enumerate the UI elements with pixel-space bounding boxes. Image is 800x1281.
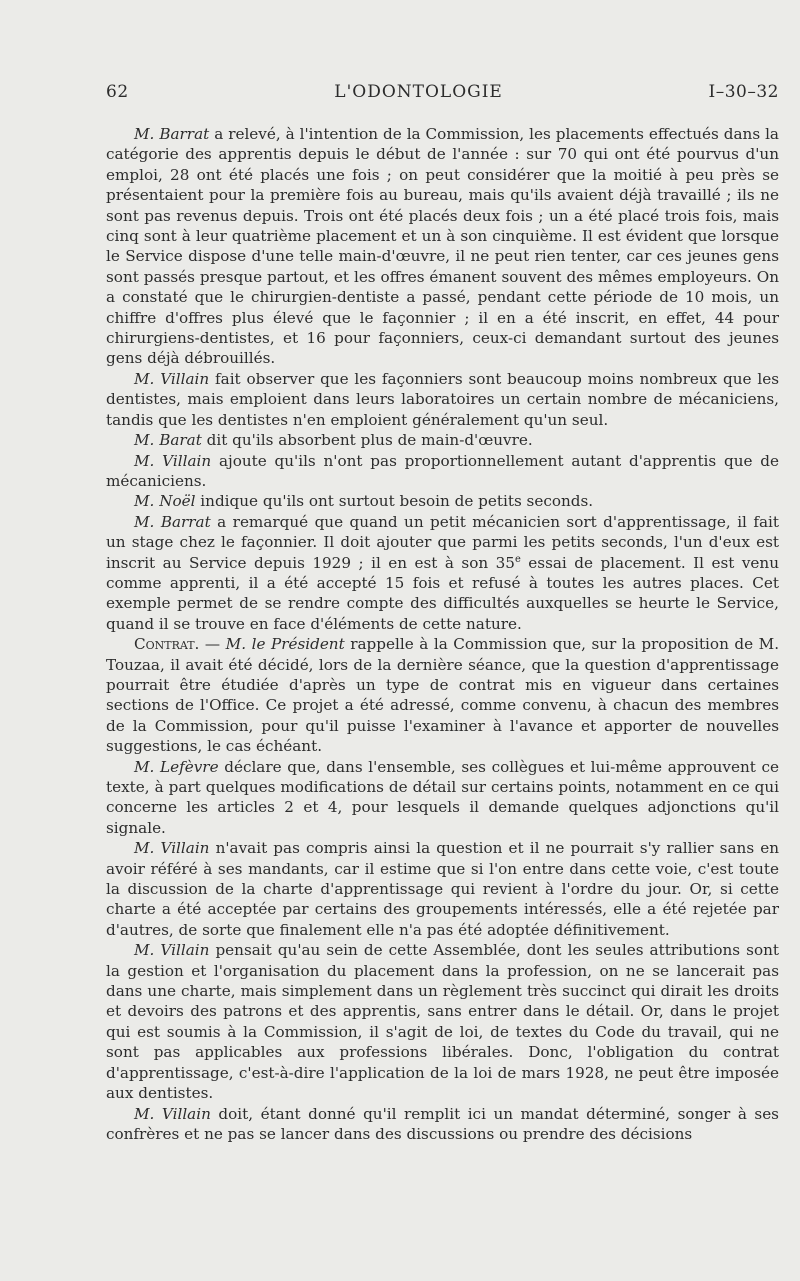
paragraph-text-continued: essai de placement. Il est venu comme apprenti, il a été accepté 15 fois et refusé à toutes les autres places. Cet exemple permet de se rendre compte des difficultés auxquelles se heurte le Service, quand il se trouve en face d'éléments de cette nature. xyxy=(106,553,779,633)
paragraph-text: n'avait pas compris ainsi la question et il ne pourrait s'y rallier sans en avoir référé à ses mandants, car il estime que si l'on entre dans cette voie, c'est toute la discussion de la charte d'apprentissage qui revient à l'ordre du jour. Or, si cette charte a été acceptée par certains des groupements intéressés, elle a été rejetée par d'autres, de sorte que finalement elle n'a pas été adoptée définitivement. xyxy=(106,839,779,939)
paragraph xyxy=(106,369,779,430)
paragraph xyxy=(106,1104,779,1145)
paragraph-text: indique qu'ils ont surtout besoin de petits seconds. xyxy=(195,492,594,511)
speaker-name: M. Lefèvre xyxy=(134,757,219,776)
paragraph xyxy=(106,430,779,450)
paragraph-text: doit, étant donné qu'il remplit ici un mandat déterminé, songer à ses confrères et ne pas se lancer dans des discussions ou prendre des décisions xyxy=(106,1104,779,1143)
issue-number: I–30–32 xyxy=(708,82,779,102)
paragraph-text: fait observer que les façonniers sont beaucoup moins nombreux que les dentistes, mais emploient dans leurs laboratoires un certain nombre de mécaniciens, tandis que les dentistes n'en emploient généralement qu'un seul. xyxy=(106,369,779,429)
paragraph xyxy=(106,634,779,756)
paragraph-text: a remarqué que quand un petit mécanicien sort d'apprentissage, il fait un stage chez le façonnier. Il doit ajouter que parmi les petits seconds, l'un d'eux est inscrit au Service depuis 1929 ; il en est à son 35 xyxy=(106,512,779,572)
paragraph xyxy=(106,838,779,940)
ordinal-superscript: e xyxy=(514,553,521,565)
paragraph xyxy=(106,124,779,369)
speaker-name: M. Villain xyxy=(134,369,210,388)
speaker-name: M. le Président xyxy=(225,635,345,654)
speaker-name: M. Villain xyxy=(134,941,210,960)
paragraph-text: déclare que, dans l'ensemble, ses collègues et lui-même approuvent ce texte, à part quelques modifications de détail sur certains points, notamment en ce qui concerne les articles 2 et 4, pour lesquels il demande quelques adjonctions qu'il signale. xyxy=(106,757,780,837)
speaker-name: M. Villain xyxy=(134,1104,211,1123)
journal-title: L'ODONTOLOGIE xyxy=(334,82,503,102)
paragraph xyxy=(106,491,779,511)
paragraph xyxy=(106,757,779,839)
speaker-name: M. Barat xyxy=(134,431,202,450)
paragraph xyxy=(106,940,779,1103)
body-text xyxy=(106,124,779,1144)
speaker-name: M. Villain xyxy=(134,839,210,858)
paragraph xyxy=(106,451,779,492)
page-number: 62 xyxy=(106,82,129,102)
paragraph-text: dit qu'ils absorbent plus de main-d'œuvre. xyxy=(201,431,533,450)
speaker-name: M. Villain xyxy=(134,451,212,470)
section-lead: Contrat. xyxy=(134,635,200,654)
section-dash: — xyxy=(199,635,226,654)
paragraph-text: rappelle à la Commission que, sur la proposition de M. Touzaa, il avait été décidé, lors de la dernière séance, que la question d'apprentissage pourrait être étudiée d'après un type de contrat mis en vigueur dans certaines sections de l'Office. Ce projet a été adressé, comme convenu, à chacun des membres de la Commission, pour qu'il puisse l'examiner à l'avance et apporter de nouvelles suggestions, le cas échéant. xyxy=(106,635,780,756)
paragraph-text: a relevé, à l'intention de la Commission, les placements effectués dans la catégorie des apprentis depuis le début de l'année : sur 70 qui ont été pourvus d'un emploi, 28 ont été placés une fois ; on peut considérer que la moitié à peu près se présentaient pour la première fois au bureau, mais qu'ils avaient déjà travaillé ; ils ne sont pas revenus depuis. Trois ont été placés deux fois ; un a été placé trois fois, mais cinq sont à leur quatrième placement et un à son cinquième. Il est évident que lorsque le Service dispose d'une telle main-d'œuvre, il ne peut rien tenter, car ces jeunes gens sont passés presque partout, et les offres émanent souvent des mêmes employeurs. On a constaté que le chirurgien-dentiste a passé, pendant cette période de 10 mois, un chiffre d'offres plus élevé que le façonnier ; il en a été inscrit, en effet, 44 pour chirurgiens-dentistes, et 16 pour façonniers, ceux-ci demandant surtout des jeunes gens déjà débrouillés. xyxy=(106,125,779,368)
paragraph-text: pensait qu'au sein de cette Assemblée, dont les seules attributions sont la gestion et l'organisation du placement dans la profession, on ne se lancerait pas dans une charte, mais simplement dans un règlement très succinct qui dirait les droits et devoirs des patrons et des apprentis, sans entrer dans le détail. Or, dans le projet qui est soumis à la Commission, il s'agit de loi, de textes du Code du travail, qui ne sont pas applicables aux professions libérales. Donc, l'obligation du contrat d'apprentissage, c'est-à-dire l'application de la loi de mars 1928, ne peut être imposée aux dentistes. xyxy=(106,941,779,1103)
speaker-name: M. Barrat xyxy=(134,512,211,531)
running-header xyxy=(106,82,779,102)
paragraph xyxy=(106,512,779,634)
speaker-name: M. Noël xyxy=(134,492,196,511)
speaker-name: M. Barrat xyxy=(134,125,210,143)
paragraph-text: ajoute qu'ils n'ont pas proportionnellement autant d'apprentis que de mécaniciens. xyxy=(106,451,779,490)
